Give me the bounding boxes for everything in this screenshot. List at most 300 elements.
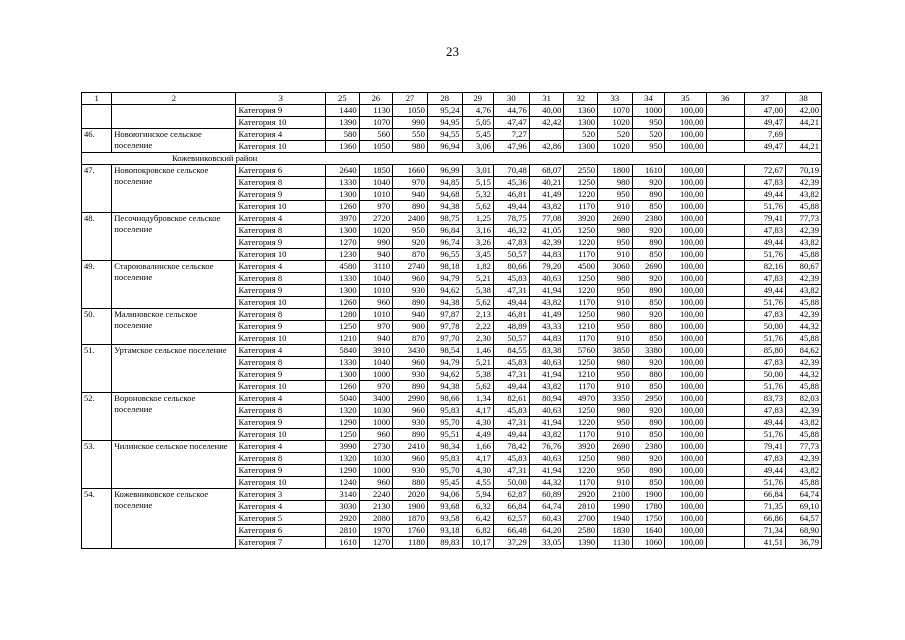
value-cell: 1220: [564, 285, 598, 297]
value-cell: 100,00: [665, 345, 706, 357]
value-cell: 41,94: [529, 285, 564, 297]
value-cell: 50,00: [744, 321, 785, 333]
value-cell: 93,58: [427, 513, 462, 525]
value-cell: 100,00: [665, 393, 706, 405]
header-cell: 29: [462, 93, 493, 105]
value-cell: 42,86: [529, 141, 564, 153]
value-cell: 1250: [564, 357, 598, 369]
category-cell: Категория 4: [236, 501, 326, 513]
value-cell: 71,35: [744, 501, 785, 513]
value-cell: 100,00: [665, 333, 706, 345]
value-cell: 520: [632, 129, 664, 141]
category-cell: Категория 4: [236, 393, 326, 405]
value-cell: 1,66: [462, 441, 493, 453]
value-cell: 1010: [359, 285, 393, 297]
value-cell: 3,01: [462, 165, 493, 177]
value-cell: 3350: [598, 393, 633, 405]
value-cell: 94,55: [427, 129, 462, 141]
value-cell: 42,42: [529, 117, 564, 129]
value-cell: 100,00: [665, 213, 706, 225]
value-cell: 1900: [393, 501, 428, 513]
value-cell: 44,76: [493, 105, 529, 117]
value-cell: 910: [598, 201, 633, 213]
value-cell: 1000: [632, 105, 664, 117]
value-cell: 42,39: [786, 357, 822, 369]
value-cell: 49,44: [493, 201, 529, 213]
value-cell: 3380: [632, 345, 664, 357]
value-cell: 1290: [326, 417, 360, 429]
value-cell: 970: [359, 381, 393, 393]
value-cell: 100,00: [665, 381, 706, 393]
header-cell: 25: [326, 93, 360, 105]
value-cell: [706, 525, 744, 537]
value-cell: 49,44: [744, 417, 785, 429]
value-cell: 1040: [359, 177, 393, 189]
value-cell: 1210: [326, 333, 360, 345]
value-cell: 1040: [359, 357, 393, 369]
value-cell: 4500: [564, 261, 598, 273]
value-cell: 64,57: [786, 513, 822, 525]
value-cell: 1170: [564, 381, 598, 393]
category-cell: Категория 8: [236, 453, 326, 465]
value-cell: 1060: [632, 537, 664, 549]
table-row: [82, 489, 822, 501]
value-cell: 100,00: [665, 201, 706, 213]
value-cell: 41,94: [529, 369, 564, 381]
value-cell: [706, 105, 744, 117]
value-cell: 42,39: [786, 309, 822, 321]
category-cell: Категория 6: [236, 525, 326, 537]
value-cell: 1990: [598, 501, 633, 513]
value-cell: 1610: [632, 165, 664, 177]
value-cell: 2380: [632, 213, 664, 225]
value-cell: 4,17: [462, 405, 493, 417]
value-cell: 920: [632, 177, 664, 189]
value-cell: 6,82: [462, 525, 493, 537]
category-cell: Категория 3: [236, 489, 326, 501]
value-cell: 40,63: [529, 453, 564, 465]
value-cell: 850: [632, 249, 664, 261]
value-cell: 44,21: [786, 141, 822, 153]
value-cell: 890: [632, 465, 664, 477]
value-cell: 850: [632, 381, 664, 393]
value-cell: 1330: [326, 357, 360, 369]
category-cell: Категория 4: [236, 213, 326, 225]
value-cell: 1320: [326, 405, 360, 417]
value-cell: 960: [393, 273, 428, 285]
value-cell: 94,06: [427, 489, 462, 501]
value-cell: [706, 189, 744, 201]
value-cell: 1020: [598, 141, 633, 153]
value-cell: 100,00: [665, 261, 706, 273]
value-cell: 94,38: [427, 297, 462, 309]
value-cell: 49,44: [744, 285, 785, 297]
value-cell: 70,19: [786, 165, 822, 177]
value-cell: 10,17: [462, 537, 493, 549]
value-cell: 64,74: [529, 501, 564, 513]
value-cell: 2640: [326, 165, 360, 177]
value-cell: 100,00: [665, 405, 706, 417]
value-cell: 1260: [326, 297, 360, 309]
value-cell: 890: [393, 201, 428, 213]
value-cell: [706, 345, 744, 357]
value-cell: 1170: [564, 429, 598, 441]
header-cell: 38: [786, 93, 822, 105]
value-cell: 960: [393, 405, 428, 417]
value-cell: 3400: [359, 393, 393, 405]
value-cell: 98,66: [427, 393, 462, 405]
value-cell: 50,00: [744, 369, 785, 381]
header-cell: 1: [82, 93, 112, 105]
table-row: [82, 309, 822, 321]
value-cell: 940: [359, 249, 393, 261]
value-cell: 1940: [598, 513, 633, 525]
category-cell: Категория 7: [236, 537, 326, 549]
value-cell: 93,18: [427, 525, 462, 537]
value-cell: 1300: [326, 189, 360, 201]
value-cell: 42,00: [786, 105, 822, 117]
value-cell: 5,38: [462, 369, 493, 381]
settlement-name: Староювалинское сельское поселение: [112, 261, 236, 309]
value-cell: 77,73: [786, 213, 822, 225]
value-cell: 2550: [564, 165, 598, 177]
value-cell: [706, 321, 744, 333]
category-cell: Категория 9: [236, 285, 326, 297]
value-cell: 960: [393, 453, 428, 465]
value-cell: 5,38: [462, 285, 493, 297]
value-cell: 47,83: [744, 309, 785, 321]
value-cell: 3030: [326, 501, 360, 513]
value-cell: 1900: [632, 489, 664, 501]
value-cell: 940: [359, 333, 393, 345]
value-cell: 94,85: [427, 177, 462, 189]
value-cell: 970: [393, 177, 428, 189]
value-cell: 1250: [564, 405, 598, 417]
value-cell: 890: [632, 285, 664, 297]
value-cell: 42,39: [786, 177, 822, 189]
value-cell: 79,41: [744, 213, 785, 225]
value-cell: 3920: [564, 441, 598, 453]
value-cell: 44,32: [529, 477, 564, 489]
value-cell: 1050: [359, 141, 393, 153]
value-cell: 1270: [359, 537, 393, 549]
value-cell: 1,46: [462, 345, 493, 357]
value-cell: 100,00: [665, 477, 706, 489]
value-cell: 5,62: [462, 297, 493, 309]
value-cell: 1170: [564, 477, 598, 489]
value-cell: 1280: [326, 309, 360, 321]
value-cell: 910: [598, 249, 633, 261]
value-cell: 3140: [326, 489, 360, 501]
value-cell: 980: [598, 177, 633, 189]
value-cell: 1070: [359, 117, 393, 129]
value-cell: 80,67: [786, 261, 822, 273]
value-cell: 950: [598, 285, 633, 297]
value-cell: 100,00: [665, 141, 706, 153]
value-cell: 880: [393, 477, 428, 489]
value-cell: 94,38: [427, 381, 462, 393]
value-cell: [706, 405, 744, 417]
value-cell: 950: [598, 189, 633, 201]
value-cell: 45,88: [786, 201, 822, 213]
value-cell: 40,63: [529, 405, 564, 417]
value-cell: 94,62: [427, 285, 462, 297]
value-cell: 100,00: [665, 273, 706, 285]
page-number: 23: [446, 44, 459, 59]
value-cell: 33,05: [529, 537, 564, 549]
value-cell: 96,55: [427, 249, 462, 261]
value-cell: 1260: [326, 201, 360, 213]
value-cell: 520: [564, 129, 598, 141]
value-cell: 78,42: [493, 441, 529, 453]
value-cell: [706, 441, 744, 453]
value-cell: 1870: [393, 513, 428, 525]
value-cell: 47,83: [744, 357, 785, 369]
value-cell: 82,16: [744, 261, 785, 273]
header-row: [82, 93, 822, 105]
value-cell: 850: [632, 201, 664, 213]
value-cell: 46,81: [493, 309, 529, 321]
value-cell: [706, 369, 744, 381]
value-cell: 1360: [564, 105, 598, 117]
value-cell: 910: [598, 381, 633, 393]
value-cell: 920: [632, 453, 664, 465]
value-cell: 69,10: [786, 501, 822, 513]
value-cell: 100,00: [665, 309, 706, 321]
value-cell: 4,76: [462, 105, 493, 117]
category-cell: Категория 4: [236, 261, 326, 273]
value-cell: 5,94: [462, 489, 493, 501]
value-cell: 47,96: [493, 141, 529, 153]
category-cell: Категория 10: [236, 429, 326, 441]
value-cell: 100,00: [665, 237, 706, 249]
settlement-name: [112, 105, 236, 129]
header-cell: 32: [564, 93, 598, 105]
settlement-number: 47.: [82, 165, 112, 213]
value-cell: 850: [632, 297, 664, 309]
value-cell: 2690: [598, 213, 633, 225]
settlement-number: [82, 105, 112, 129]
value-cell: 890: [393, 297, 428, 309]
value-cell: 72,67: [744, 165, 785, 177]
value-cell: 45,88: [786, 249, 822, 261]
value-cell: 1330: [326, 177, 360, 189]
value-cell: [706, 117, 744, 129]
header-cell: 27: [393, 93, 428, 105]
category-cell: Категория 8: [236, 357, 326, 369]
value-cell: 44,32: [786, 369, 822, 381]
value-cell: 4580: [326, 261, 360, 273]
value-cell: 93,68: [427, 501, 462, 513]
value-cell: 100,00: [665, 297, 706, 309]
value-cell: 2020: [393, 489, 428, 501]
value-cell: 920: [632, 273, 664, 285]
value-cell: 85,80: [744, 345, 785, 357]
value-cell: 1250: [564, 309, 598, 321]
value-cell: 3,26: [462, 237, 493, 249]
value-cell: 1,82: [462, 261, 493, 273]
settlement-name: Кожевниковское сельское поселение: [112, 489, 236, 549]
value-cell: [706, 477, 744, 489]
value-cell: 1020: [598, 117, 633, 129]
value-cell: 100,00: [665, 165, 706, 177]
value-cell: 1050: [393, 105, 428, 117]
value-cell: 1390: [326, 117, 360, 129]
value-cell: 94,79: [427, 357, 462, 369]
value-cell: 1040: [359, 273, 393, 285]
category-cell: Категория 10: [236, 201, 326, 213]
value-cell: 95,45: [427, 477, 462, 489]
district-name: Кожевниковский район: [82, 153, 822, 165]
value-cell: 98,34: [427, 441, 462, 453]
value-cell: 920: [393, 237, 428, 249]
category-cell: Категория 10: [236, 477, 326, 489]
value-cell: 94,79: [427, 273, 462, 285]
settlement-name: Новопокровское сельское поселение: [112, 165, 236, 213]
value-cell: 47,83: [744, 405, 785, 417]
value-cell: 95,70: [427, 465, 462, 477]
value-cell: 76,76: [529, 441, 564, 453]
value-cell: 44,83: [529, 333, 564, 345]
value-cell: 45,88: [786, 381, 822, 393]
value-cell: 960: [359, 429, 393, 441]
value-cell: 42,39: [786, 225, 822, 237]
value-cell: 51,76: [744, 249, 785, 261]
value-cell: 43,82: [529, 429, 564, 441]
value-cell: 890: [393, 381, 428, 393]
value-cell: 1300: [564, 141, 598, 153]
value-cell: 950: [632, 117, 664, 129]
value-cell: 1030: [359, 405, 393, 417]
value-cell: 77,08: [529, 213, 564, 225]
value-cell: 64,74: [786, 489, 822, 501]
value-cell: 1260: [326, 381, 360, 393]
value-cell: [706, 513, 744, 525]
value-cell: 920: [632, 405, 664, 417]
value-cell: [706, 357, 744, 369]
value-cell: 2380: [632, 441, 664, 453]
value-cell: [706, 393, 744, 405]
value-cell: 43,82: [786, 465, 822, 477]
table-row: [82, 105, 822, 117]
settlement-name: Чилинское сельское поселение: [112, 441, 236, 489]
value-cell: 40,21: [529, 177, 564, 189]
value-cell: 2690: [632, 261, 664, 273]
value-cell: 980: [598, 357, 633, 369]
value-cell: 1130: [598, 537, 633, 549]
settlement-number: 50.: [82, 309, 112, 345]
value-cell: 1,25: [462, 213, 493, 225]
value-cell: 48,89: [493, 321, 529, 333]
value-cell: 3920: [564, 213, 598, 225]
category-cell: Категория 10: [236, 297, 326, 309]
value-cell: 1010: [359, 189, 393, 201]
value-cell: 880: [632, 321, 664, 333]
value-cell: 2580: [564, 525, 598, 537]
value-cell: 94,95: [427, 117, 462, 129]
value-cell: 49,47: [744, 117, 785, 129]
value-cell: 1130: [359, 105, 393, 117]
value-cell: 5760: [564, 345, 598, 357]
value-cell: 79,41: [744, 441, 785, 453]
value-cell: 970: [359, 321, 393, 333]
value-cell: 40,63: [529, 357, 564, 369]
value-cell: 100,00: [665, 453, 706, 465]
value-cell: 3,06: [462, 141, 493, 153]
value-cell: 100,00: [665, 369, 706, 381]
value-cell: 1170: [564, 201, 598, 213]
value-cell: 850: [632, 477, 664, 489]
table-row: [82, 129, 822, 141]
value-cell: 4,55: [462, 477, 493, 489]
value-cell: 96,94: [427, 141, 462, 153]
settlement-name: Уртамское сельское поселение: [112, 345, 236, 393]
value-cell: [706, 201, 744, 213]
value-cell: 2,13: [462, 309, 493, 321]
value-cell: 990: [393, 117, 428, 129]
table-row: [82, 441, 822, 453]
value-cell: [706, 297, 744, 309]
value-cell: 1030: [359, 453, 393, 465]
tariff-table: [81, 92, 822, 549]
value-cell: 100,00: [665, 465, 706, 477]
value-cell: 890: [632, 237, 664, 249]
value-cell: 3060: [598, 261, 633, 273]
value-cell: 1850: [359, 165, 393, 177]
value-cell: 1300: [564, 117, 598, 129]
value-cell: [706, 465, 744, 477]
category-cell: Категория 8: [236, 273, 326, 285]
value-cell: 83,73: [744, 393, 785, 405]
category-cell: Категория 6: [236, 165, 326, 177]
value-cell: 100,00: [665, 429, 706, 441]
value-cell: [706, 453, 744, 465]
value-cell: 80,66: [493, 261, 529, 273]
value-cell: 990: [359, 237, 393, 249]
value-cell: 960: [359, 477, 393, 489]
value-cell: 870: [393, 333, 428, 345]
value-cell: 2100: [598, 489, 633, 501]
value-cell: 64,20: [529, 525, 564, 537]
value-cell: 98,18: [427, 261, 462, 273]
value-cell: 41,94: [529, 465, 564, 477]
value-cell: 95,70: [427, 417, 462, 429]
category-cell: Категория 5: [236, 513, 326, 525]
table-row: [82, 165, 822, 177]
value-cell: 43,33: [529, 321, 564, 333]
value-cell: 46,32: [493, 225, 529, 237]
category-cell: Категория 8: [236, 405, 326, 417]
value-cell: 5,32: [462, 189, 493, 201]
value-cell: 850: [632, 333, 664, 345]
value-cell: [706, 129, 744, 141]
category-cell: Категория 10: [236, 141, 326, 153]
value-cell: 47,31: [493, 285, 529, 297]
value-cell: 96,99: [427, 165, 462, 177]
value-cell: 5,15: [462, 177, 493, 189]
value-cell: 1300: [326, 369, 360, 381]
value-cell: [706, 261, 744, 273]
value-cell: 980: [598, 405, 633, 417]
value-cell: 950: [598, 465, 633, 477]
value-cell: 1390: [564, 537, 598, 549]
value-cell: 50,00: [493, 477, 529, 489]
value-cell: 950: [598, 417, 633, 429]
settlement-number: 52.: [82, 393, 112, 441]
value-cell: 3970: [326, 213, 360, 225]
value-cell: 71,34: [744, 525, 785, 537]
value-cell: 100,00: [665, 513, 706, 525]
